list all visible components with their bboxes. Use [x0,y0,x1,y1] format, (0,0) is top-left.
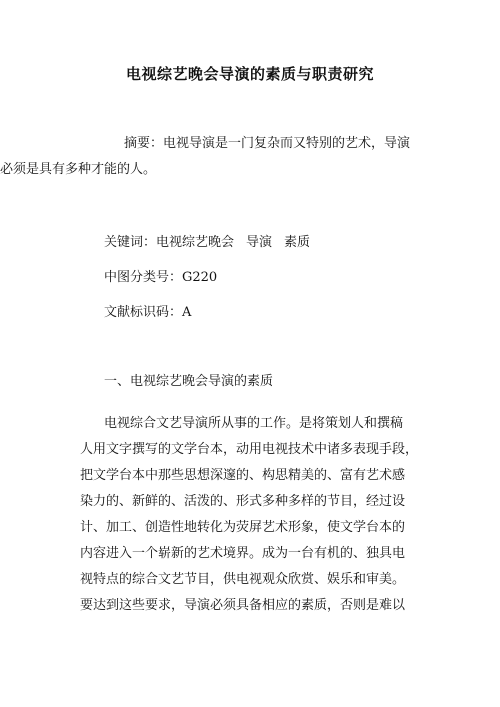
abstract-line-1: 摘要：电视导演是一门复杂而又特别的艺术，导演 [124,136,411,151]
section-heading: 一、电视综艺晚会导演的素质 [104,374,274,389]
abstract [0,131,424,183]
keyword-item: 素质 [284,235,311,250]
keywords-line [104,231,310,250]
body-line: 视特点的综合文艺节目，供电视观众欣赏、娱乐和审美。 [80,572,406,587]
document-code: 文献标识码：A [104,305,192,320]
body-line: 要达到这些要求，导演必须具备相应的素质，否则是难以 [80,598,406,613]
body-line: 染力的、新鲜的、活泼的、形式多种多样的节目，经过设 [80,494,406,509]
keyword-item: 电视综艺晚会 [156,235,235,250]
document-title: 电视综艺晚会导演的素质与职责研究 [125,65,374,83]
classification-number: 中图分类号：G220 [104,270,218,285]
body-line: 把文学台本中那些思想深邃的、构思精美的、富有艺术感 [80,468,406,483]
body-line: 内容进入一个崭新的艺术境界。成为一台有机的、独具电 [80,546,406,561]
keywords-label: 关键词： [104,235,157,250]
body-paragraph [80,411,424,619]
body-line: 计、加工、创造性地转化为荧屏艺术形象，使文学台本的 [80,520,406,535]
body-line: 人用文字撰写的文学台本，动用电视技术中诸多表现手段， [80,442,419,457]
body-line: 电视综合文艺导演所从事的工作。是将策划人和撰稿 [104,416,404,431]
abstract-line-2: 必须是具有多种才能的人。 [0,162,157,177]
keyword-item: 导演 [246,235,273,250]
